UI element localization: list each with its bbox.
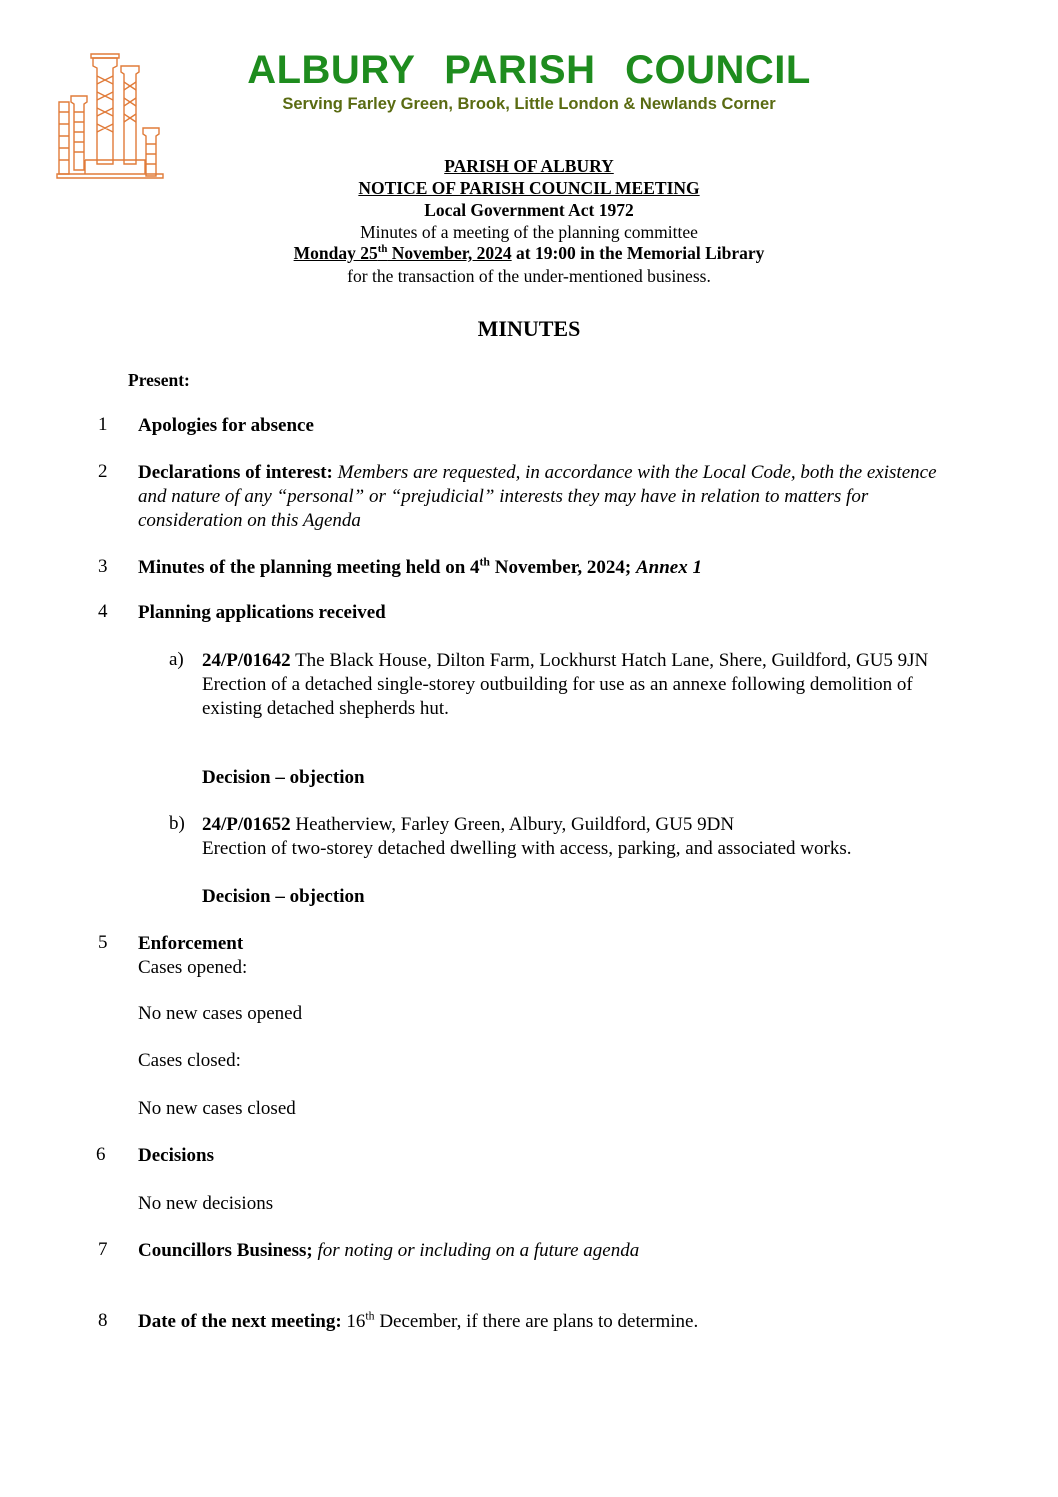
application-a: 24/P/01642 The Black House, Dilton Farm, Lockhurst Hatch Lane, Shere, Guildford, GU5 9JN Erection of a detached single-storey outbuilding for use as an annexe following demolition of existing detached shepherds hut. [202, 649, 962, 721]
item-apologies: Apologies for absence [138, 415, 314, 436]
item-planning-applications: Planning applications received [138, 602, 386, 623]
notice-act: Local Government Act 1972 [424, 200, 634, 220]
item-number: 7 [98, 1239, 108, 1260]
item-number: 5 [98, 932, 108, 953]
notice-purpose: for the transaction of the under-mentioned business. [347, 266, 711, 286]
item-number: 2 [98, 461, 108, 482]
application-letter: a) [169, 649, 184, 670]
council-tagline: Serving Farley Green, Brook, Little London & Newlands Corner [282, 95, 776, 113]
item-decisions: Decisions [138, 1145, 214, 1166]
page-title: MINUTES [477, 316, 581, 341]
cases-opened-text: No new cases opened [138, 1003, 303, 1024]
council-name: ALBURY PARISH COUNCIL [247, 48, 811, 92]
item-number: 8 [98, 1310, 108, 1331]
item-declarations: Declarations of interest: Members are requested, in accordance with the Local Code, both the existence and nature of any “personal” or “prejudicial” interests they may have in relation to matters for consideration on this Agenda [138, 462, 937, 531]
notice-description: Minutes of a meeting of the planning committee [360, 222, 698, 242]
notice-parish: PARISH OF ALBURY [444, 156, 614, 176]
application-b: 24/P/01652 Heatherview, Farley Green, Albury, Guildford, GU5 9DN Erection of two-storey detached dwelling with access, parking, and associated works. [202, 813, 962, 861]
item-number: 4 [98, 601, 108, 622]
cases-closed-text: No new cases closed [138, 1098, 296, 1119]
decisions-text: No new decisions [138, 1193, 274, 1214]
item-councillors-business: Councillors Business; for noting or including on a future agenda [138, 1240, 640, 1261]
item-previous-minutes: Minutes of the planning meeting held on 4th November, 2024; Annex 1 [138, 555, 702, 578]
item-enforcement: Enforcement [138, 933, 244, 954]
application-decision: Decision – objection [202, 886, 365, 907]
item-number: 6 [96, 1144, 106, 1165]
present-label: Present: [128, 370, 190, 390]
cases-opened-label: Cases opened: [138, 957, 248, 978]
item-number: 3 [98, 556, 108, 577]
meeting-date-line: Monday 25th November, 2024 at 19:00 in the Memorial Library [293, 243, 765, 263]
application-decision: Decision – objection [202, 767, 365, 788]
item-next-meeting: Date of the next meeting: 16th December, if there are plans to determine. [138, 1309, 699, 1332]
notice-heading: NOTICE OF PARISH COUNCIL MEETING [358, 178, 700, 198]
application-description: Erection of two-storey detached dwelling with access, parking, and associated works. [202, 838, 852, 859]
item-number: 1 [98, 414, 108, 435]
cases-closed-label: Cases closed: [138, 1050, 241, 1071]
application-letter: b) [169, 813, 185, 834]
application-description: Erection of a detached single-storey outbuilding for use as an annexe following demolition of existing detached shepherds hut. [202, 674, 913, 719]
